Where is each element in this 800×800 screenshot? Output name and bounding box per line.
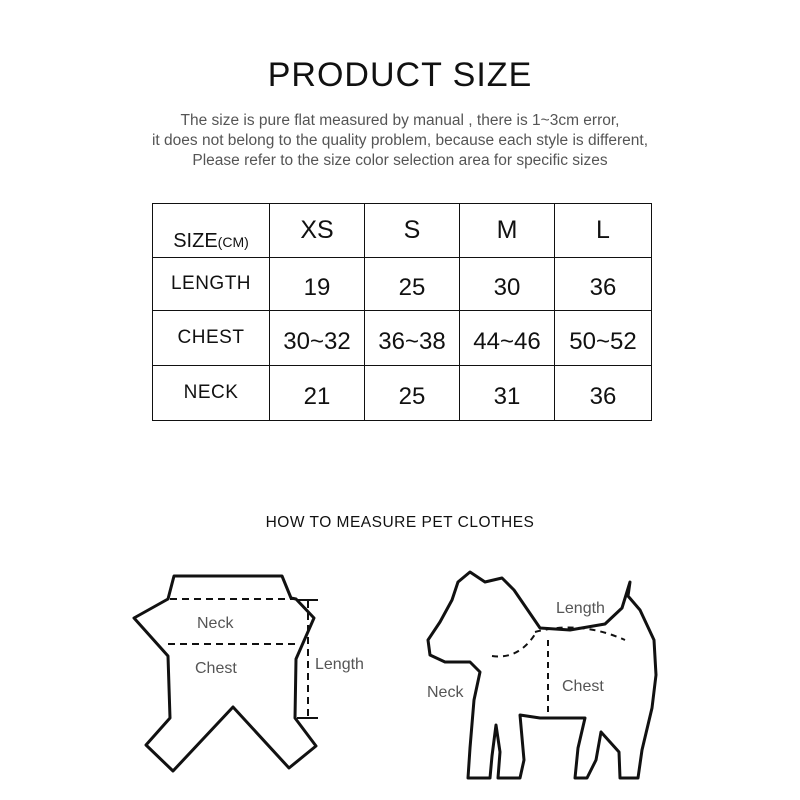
table-cell: 36 bbox=[555, 366, 652, 421]
table-cell: 36~38 bbox=[365, 311, 460, 366]
clothes-neck-label: Neck bbox=[197, 615, 234, 632]
size-header-unit: (CM) bbox=[217, 234, 249, 250]
table-cell: 50~52 bbox=[555, 311, 652, 366]
table-cell: 44~46 bbox=[460, 311, 555, 366]
measure-section-title: HOW TO MEASURE PET CLOTHES bbox=[265, 514, 535, 531]
row-label-neck: NECK bbox=[153, 366, 270, 421]
clothes-chest-label: Chest bbox=[195, 660, 237, 677]
size-header-s: S bbox=[365, 204, 460, 258]
size-header-label: SIZE bbox=[173, 230, 218, 252]
table-cell: 25 bbox=[365, 258, 460, 311]
table-cell: 19 bbox=[270, 258, 365, 311]
dog-length-label: Length bbox=[556, 600, 605, 617]
note-line: The size is pure flat measured by manual , there is 1~3cm error, bbox=[180, 112, 620, 129]
dog-neck-label: Neck bbox=[427, 684, 464, 701]
row-label-length: LENGTH bbox=[153, 258, 270, 311]
clothes-length-label: Length bbox=[315, 656, 364, 673]
note-line: Please refer to the size color selection area for specific sizes bbox=[192, 152, 608, 169]
table-cell: 21 bbox=[270, 366, 365, 421]
table-cell: 30~32 bbox=[270, 311, 365, 366]
dog-chest-label: Chest bbox=[562, 678, 604, 695]
table-cell: 36 bbox=[555, 258, 652, 311]
table-cell: 25 bbox=[365, 366, 460, 421]
size-header-l: L bbox=[555, 204, 652, 258]
dog-outline bbox=[428, 572, 656, 778]
table-cell: 30 bbox=[460, 258, 555, 311]
size-header-xs: XS bbox=[270, 204, 365, 258]
size-header-m: M bbox=[460, 204, 555, 258]
clothes-diagram bbox=[134, 576, 364, 771]
dog-diagram bbox=[427, 572, 656, 778]
table-cell: 31 bbox=[460, 366, 555, 421]
row-label-chest: CHEST bbox=[153, 311, 270, 366]
note-line: it does not belong to the quality problem, because each style is different, bbox=[151, 132, 649, 149]
dog-neck-line bbox=[492, 631, 537, 656]
page-title: PRODUCT SIZE bbox=[267, 56, 533, 94]
